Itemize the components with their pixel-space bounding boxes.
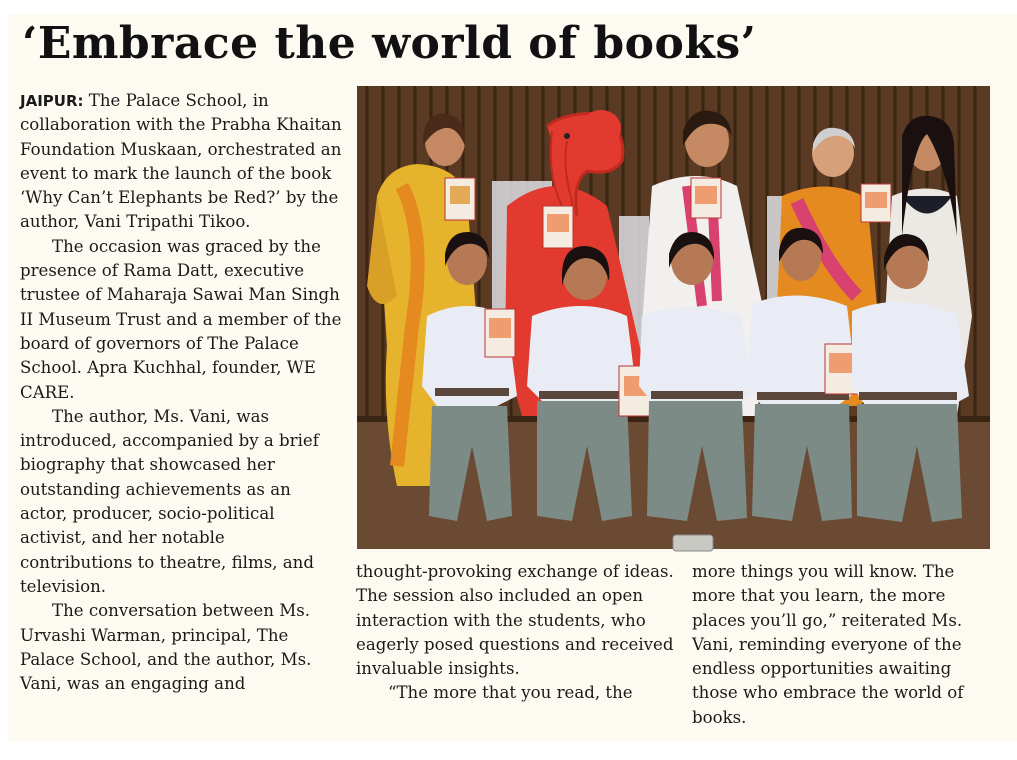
clipping-left-margin [0,0,8,760]
dateline: JAIPUR: [20,92,84,110]
glass-object [671,533,715,553]
article-column-2 [356,560,674,706]
clipping-bottom-margin [0,742,1017,760]
paragraph: The author, Ms. Vani, was introduced, accompanied by a brief biography that showcased her outstanding achievements as an actor, producer, socio-political activist, and her notable contributions to theatre, films, and television. [20,406,319,596]
lead-text: The Palace School, in collaboration with the Prabha Khaitan Foundation Muskaan, orchestrated an event to mark the launch of the book ‘Why Can’t Elephants be Red?’ by the author, Vani Tripathi Tikoo. [20,91,342,232]
paragraph: more things you will know. The more that you learn, the more places you’ll go,” reiterated Ms. Vani, reminding everyone of the endless opportunities awaiting those who embrace the world of books. [692,562,964,727]
paragraph: thought-provoking exchange of ideas. The session also included an open interaction with the students, who eagerly posed questions and received invaluable insights. [356,562,674,679]
article-column-1 [20,89,342,696]
lead-paragraph [20,89,342,235]
event-photo [357,86,990,549]
paragraph: The occasion was graced by the presence of Rama Datt, executive trustee of Maharaja Sawai Man Singh II Museum Trust and a member of the board of governors of The Palace School. Apra Kuchhal, founder, WE CARE. [20,236,342,402]
article-column-3 [692,560,998,730]
clipping-top-margin [0,0,1017,14]
paragraph: “The more that you read, the [388,683,633,703]
paragraph: The conversation between Ms. Urvashi Warman, principal, The Palace School, and the author, Ms. Vani, was an engaging and [20,601,312,694]
group-photo-illustration [357,86,990,549]
headline: ‘Embrace the world of books’ [22,18,757,69]
